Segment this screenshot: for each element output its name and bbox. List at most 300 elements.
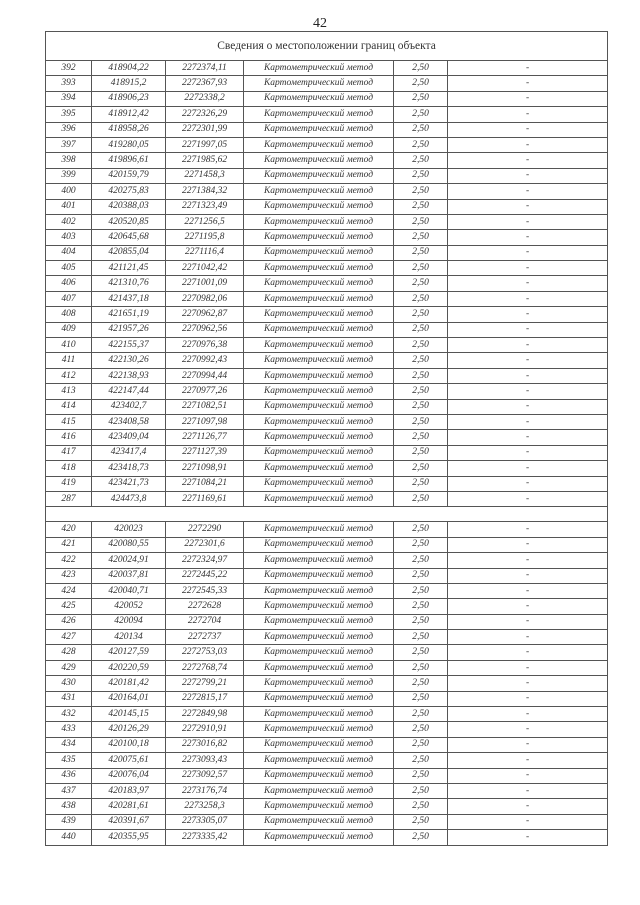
accuracy-cell: 2,50	[394, 614, 448, 629]
accuracy-cell: 2,50	[394, 461, 448, 476]
x-coordinate-cell: 421121,45	[92, 261, 166, 276]
method-cell: Картометрический метод	[244, 830, 394, 845]
accuracy-cell: 2,50	[394, 830, 448, 845]
x-coordinate-cell: 423417,4	[92, 445, 166, 460]
method-cell: Картометрический метод	[244, 291, 394, 306]
table-row	[46, 476, 608, 491]
y-coordinate-cell: 2271985,62	[166, 153, 244, 168]
accuracy-cell: 2,50	[394, 322, 448, 337]
method-cell: Картометрический метод	[244, 691, 394, 706]
point-number-cell: 418	[46, 461, 92, 476]
accuracy-cell: 2,50	[394, 122, 448, 137]
point-number-cell: 400	[46, 184, 92, 199]
method-cell: Картометрический метод	[244, 583, 394, 598]
y-coordinate-cell: 2272799,21	[166, 676, 244, 691]
description-cell: -	[448, 61, 608, 76]
point-number-cell: 419	[46, 476, 92, 491]
description-cell: -	[448, 245, 608, 260]
point-number-cell: 431	[46, 691, 92, 706]
accuracy-cell: 2,50	[394, 76, 448, 91]
y-coordinate-cell: 2271042,42	[166, 261, 244, 276]
description-cell: -	[448, 353, 608, 368]
x-coordinate-cell: 420355,95	[92, 830, 166, 845]
table-row	[46, 660, 608, 675]
point-number-cell: 430	[46, 676, 92, 691]
y-coordinate-cell: 2271195,8	[166, 230, 244, 245]
description-cell: -	[448, 753, 608, 768]
y-coordinate-cell: 2270977,26	[166, 384, 244, 399]
point-number-cell: 439	[46, 814, 92, 829]
table-title: Сведения о местоположении границ объекта	[46, 32, 608, 61]
accuracy-cell: 2,50	[394, 737, 448, 752]
accuracy-cell: 2,50	[394, 384, 448, 399]
accuracy-cell: 2,50	[394, 753, 448, 768]
y-coordinate-cell: 2271169,61	[166, 491, 244, 506]
method-cell: Картометрический метод	[244, 676, 394, 691]
accuracy-cell: 2,50	[394, 722, 448, 737]
description-cell: -	[448, 799, 608, 814]
accuracy-cell: 2,50	[394, 261, 448, 276]
point-number-cell: 440	[46, 830, 92, 845]
method-cell: Картометрический метод	[244, 107, 394, 122]
y-coordinate-cell: 2272301,99	[166, 122, 244, 137]
description-cell: -	[448, 783, 608, 798]
point-number-cell: 398	[46, 153, 92, 168]
table-row	[46, 737, 608, 752]
x-coordinate-cell: 418904,22	[92, 61, 166, 76]
method-cell: Картометрический метод	[244, 384, 394, 399]
y-coordinate-cell: 2273016,82	[166, 737, 244, 752]
point-number-cell: 413	[46, 384, 92, 399]
point-number-cell: 402	[46, 214, 92, 229]
table-row	[46, 107, 608, 122]
description-cell: -	[448, 522, 608, 537]
method-cell: Картометрический метод	[244, 168, 394, 183]
method-cell: Картометрический метод	[244, 353, 394, 368]
description-cell: -	[448, 722, 608, 737]
description-cell: -	[448, 476, 608, 491]
method-cell: Картометрический метод	[244, 461, 394, 476]
description-cell: -	[448, 291, 608, 306]
description-cell: -	[448, 276, 608, 291]
method-cell: Картометрический метод	[244, 476, 394, 491]
method-cell: Картометрический метод	[244, 261, 394, 276]
point-number-cell: 434	[46, 737, 92, 752]
point-number-cell: 429	[46, 660, 92, 675]
method-cell: Картометрический метод	[244, 153, 394, 168]
accuracy-cell: 2,50	[394, 645, 448, 660]
y-coordinate-cell: 2272290	[166, 522, 244, 537]
method-cell: Картометрический метод	[244, 753, 394, 768]
accuracy-cell: 2,50	[394, 107, 448, 122]
point-number-cell: 428	[46, 645, 92, 660]
table-row	[46, 676, 608, 691]
method-cell: Картометрический метод	[244, 399, 394, 414]
accuracy-cell: 2,50	[394, 199, 448, 214]
x-coordinate-cell: 422147,44	[92, 384, 166, 399]
table-row	[46, 691, 608, 706]
x-coordinate-cell: 420645,68	[92, 230, 166, 245]
method-cell: Картометрический метод	[244, 76, 394, 91]
point-number-cell: 404	[46, 245, 92, 260]
y-coordinate-cell: 2271997,05	[166, 137, 244, 152]
y-coordinate-cell: 2271001,09	[166, 276, 244, 291]
description-cell: -	[448, 445, 608, 460]
x-coordinate-cell: 422138,93	[92, 368, 166, 383]
description-cell: -	[448, 338, 608, 353]
method-cell: Картометрический метод	[244, 814, 394, 829]
method-cell: Картометрический метод	[244, 338, 394, 353]
table-row	[46, 276, 608, 291]
y-coordinate-cell: 2270976,38	[166, 338, 244, 353]
point-number-cell: 395	[46, 107, 92, 122]
table-row	[46, 338, 608, 353]
x-coordinate-cell: 421651,19	[92, 307, 166, 322]
description-cell: -	[448, 122, 608, 137]
x-coordinate-cell: 422155,37	[92, 338, 166, 353]
description-cell: -	[448, 737, 608, 752]
table-row	[46, 568, 608, 583]
y-coordinate-cell: 2270992,43	[166, 353, 244, 368]
x-coordinate-cell: 424473,8	[92, 491, 166, 506]
method-cell: Картометрический метод	[244, 137, 394, 152]
accuracy-cell: 2,50	[394, 245, 448, 260]
x-coordinate-cell: 423409,04	[92, 430, 166, 445]
accuracy-cell: 2,50	[394, 491, 448, 506]
point-number-cell: 401	[46, 199, 92, 214]
table-row	[46, 799, 608, 814]
method-cell: Картометрический метод	[244, 491, 394, 506]
method-cell: Картометрический метод	[244, 537, 394, 552]
x-coordinate-cell: 420126,29	[92, 722, 166, 737]
method-cell: Картометрический метод	[244, 307, 394, 322]
description-cell: -	[448, 91, 608, 106]
description-cell: -	[448, 76, 608, 91]
point-number-cell: 399	[46, 168, 92, 183]
description-cell: -	[448, 153, 608, 168]
y-coordinate-cell: 2272704	[166, 614, 244, 629]
point-number-cell: 414	[46, 399, 92, 414]
method-cell: Картометрический метод	[244, 630, 394, 645]
table-row	[46, 291, 608, 306]
point-number-cell: 422	[46, 553, 92, 568]
point-number-cell: 392	[46, 61, 92, 76]
table-row	[46, 753, 608, 768]
x-coordinate-cell: 420100,18	[92, 737, 166, 752]
method-cell: Картометрический метод	[244, 276, 394, 291]
y-coordinate-cell: 2272849,98	[166, 707, 244, 722]
x-coordinate-cell: 420164,01	[92, 691, 166, 706]
table-row	[46, 199, 608, 214]
method-cell: Картометрический метод	[244, 783, 394, 798]
accuracy-cell: 2,50	[394, 553, 448, 568]
description-cell: -	[448, 137, 608, 152]
table-row	[46, 461, 608, 476]
x-coordinate-cell: 421437,18	[92, 291, 166, 306]
x-coordinate-cell: 418958,26	[92, 122, 166, 137]
y-coordinate-cell: 2273258,3	[166, 799, 244, 814]
y-coordinate-cell: 2271127,39	[166, 445, 244, 460]
point-number-cell: 410	[46, 338, 92, 353]
y-coordinate-cell: 2272374,11	[166, 61, 244, 76]
method-cell: Картометрический метод	[244, 430, 394, 445]
point-number-cell: 411	[46, 353, 92, 368]
separator-cell	[46, 507, 608, 522]
y-coordinate-cell: 2271458,3	[166, 168, 244, 183]
y-coordinate-cell: 2271116,4	[166, 245, 244, 260]
method-cell: Картометрический метод	[244, 568, 394, 583]
description-cell: -	[448, 568, 608, 583]
description-cell: -	[448, 599, 608, 614]
table-row	[46, 230, 608, 245]
x-coordinate-cell: 418915,2	[92, 76, 166, 91]
x-coordinate-cell: 420075,61	[92, 753, 166, 768]
method-cell: Картометрический метод	[244, 414, 394, 429]
point-number-cell: 405	[46, 261, 92, 276]
accuracy-cell: 2,50	[394, 537, 448, 552]
method-cell: Картометрический метод	[244, 522, 394, 537]
description-cell: -	[448, 707, 608, 722]
description-cell: -	[448, 645, 608, 660]
accuracy-cell: 2,50	[394, 307, 448, 322]
point-number-cell: 415	[46, 414, 92, 429]
table-row	[46, 414, 608, 429]
point-number-cell: 423	[46, 568, 92, 583]
accuracy-cell: 2,50	[394, 768, 448, 783]
accuracy-cell: 2,50	[394, 660, 448, 675]
method-cell: Картометрический метод	[244, 599, 394, 614]
table-row	[46, 599, 608, 614]
accuracy-cell: 2,50	[394, 630, 448, 645]
point-number-cell: 409	[46, 322, 92, 337]
table-row	[46, 537, 608, 552]
x-coordinate-cell: 420080,55	[92, 537, 166, 552]
accuracy-cell: 2,50	[394, 230, 448, 245]
point-number-cell: 436	[46, 768, 92, 783]
point-number-cell: 407	[46, 291, 92, 306]
contour-separator-row	[46, 507, 608, 522]
y-coordinate-cell: 2270982,06	[166, 291, 244, 306]
method-cell: Картометрический метод	[244, 61, 394, 76]
point-number-cell: 417	[46, 445, 92, 460]
description-cell: -	[448, 830, 608, 845]
x-coordinate-cell: 420520,85	[92, 214, 166, 229]
point-number-cell: 437	[46, 783, 92, 798]
description-cell: -	[448, 307, 608, 322]
accuracy-cell: 2,50	[394, 522, 448, 537]
accuracy-cell: 2,50	[394, 430, 448, 445]
description-cell: -	[448, 184, 608, 199]
method-cell: Картометрический метод	[244, 722, 394, 737]
method-cell: Картометрический метод	[244, 614, 394, 629]
y-coordinate-cell: 2270994,44	[166, 368, 244, 383]
method-cell: Картометрический метод	[244, 91, 394, 106]
table-row	[46, 553, 608, 568]
accuracy-cell: 2,50	[394, 137, 448, 152]
x-coordinate-cell: 420094	[92, 614, 166, 629]
accuracy-cell: 2,50	[394, 184, 448, 199]
x-coordinate-cell: 420159,79	[92, 168, 166, 183]
accuracy-cell: 2,50	[394, 338, 448, 353]
x-coordinate-cell: 420040,71	[92, 583, 166, 598]
accuracy-cell: 2,50	[394, 583, 448, 598]
x-coordinate-cell: 423418,73	[92, 461, 166, 476]
accuracy-cell: 2,50	[394, 91, 448, 106]
table-row	[46, 168, 608, 183]
description-cell: -	[448, 322, 608, 337]
table-row	[46, 353, 608, 368]
y-coordinate-cell: 2273335,42	[166, 830, 244, 845]
y-coordinate-cell: 2273092,57	[166, 768, 244, 783]
table-row	[46, 184, 608, 199]
table-row	[46, 368, 608, 383]
table-row	[46, 522, 608, 537]
table-row	[46, 645, 608, 660]
accuracy-cell: 2,50	[394, 445, 448, 460]
description-cell: -	[448, 768, 608, 783]
table-row	[46, 614, 608, 629]
point-number-cell: 420	[46, 522, 92, 537]
y-coordinate-cell: 2272768,74	[166, 660, 244, 675]
point-number-cell: 412	[46, 368, 92, 383]
y-coordinate-cell: 2272338,2	[166, 91, 244, 106]
point-number-cell: 426	[46, 614, 92, 629]
description-cell: -	[448, 368, 608, 383]
accuracy-cell: 2,50	[394, 291, 448, 306]
description-cell: -	[448, 168, 608, 183]
description-cell: -	[448, 461, 608, 476]
accuracy-cell: 2,50	[394, 61, 448, 76]
point-number-cell: 421	[46, 537, 92, 552]
description-cell: -	[448, 199, 608, 214]
description-cell: -	[448, 214, 608, 229]
description-cell: -	[448, 553, 608, 568]
y-coordinate-cell: 2272445,22	[166, 568, 244, 583]
x-coordinate-cell: 420391,67	[92, 814, 166, 829]
point-number-cell: 394	[46, 91, 92, 106]
table-row	[46, 768, 608, 783]
accuracy-cell: 2,50	[394, 153, 448, 168]
description-cell: -	[448, 414, 608, 429]
y-coordinate-cell: 2271323,49	[166, 199, 244, 214]
accuracy-cell: 2,50	[394, 414, 448, 429]
method-cell: Картометрический метод	[244, 768, 394, 783]
x-coordinate-cell: 420024,91	[92, 553, 166, 568]
method-cell: Картометрический метод	[244, 322, 394, 337]
table-row	[46, 814, 608, 829]
boundary-coordinates-table	[45, 31, 608, 846]
description-cell: -	[448, 814, 608, 829]
description-cell: -	[448, 107, 608, 122]
y-coordinate-cell: 2272628	[166, 599, 244, 614]
x-coordinate-cell: 420023	[92, 522, 166, 537]
method-cell: Картометрический метод	[244, 660, 394, 675]
y-coordinate-cell: 2272301,6	[166, 537, 244, 552]
accuracy-cell: 2,50	[394, 168, 448, 183]
x-coordinate-cell: 420145,15	[92, 707, 166, 722]
table-row	[46, 76, 608, 91]
method-cell: Картометрический метод	[244, 184, 394, 199]
method-cell: Картометрический метод	[244, 445, 394, 460]
method-cell: Картометрический метод	[244, 737, 394, 752]
page-number: 42	[313, 16, 327, 31]
table-row	[46, 630, 608, 645]
table-row	[46, 783, 608, 798]
point-number-cell: 433	[46, 722, 92, 737]
description-cell: -	[448, 261, 608, 276]
table-row	[46, 707, 608, 722]
point-number-cell: 427	[46, 630, 92, 645]
x-coordinate-cell: 421957,26	[92, 322, 166, 337]
table-row	[46, 307, 608, 322]
method-cell: Картометрический метод	[244, 122, 394, 137]
accuracy-cell: 2,50	[394, 814, 448, 829]
method-cell: Картометрический метод	[244, 214, 394, 229]
table-row	[46, 384, 608, 399]
y-coordinate-cell: 2270962,56	[166, 322, 244, 337]
accuracy-cell: 2,50	[394, 676, 448, 691]
description-cell: -	[448, 630, 608, 645]
x-coordinate-cell: 418912,42	[92, 107, 166, 122]
description-cell: -	[448, 491, 608, 506]
y-coordinate-cell: 2270962,87	[166, 307, 244, 322]
x-coordinate-cell: 420134	[92, 630, 166, 645]
method-cell: Картометрический метод	[244, 230, 394, 245]
description-cell: -	[448, 691, 608, 706]
point-number-cell: 397	[46, 137, 92, 152]
y-coordinate-cell: 2271097,98	[166, 414, 244, 429]
accuracy-cell: 2,50	[394, 276, 448, 291]
method-cell: Картометрический метод	[244, 199, 394, 214]
y-coordinate-cell: 2271084,21	[166, 476, 244, 491]
y-coordinate-cell: 2271256,5	[166, 214, 244, 229]
method-cell: Картометрический метод	[244, 799, 394, 814]
x-coordinate-cell: 420183,97	[92, 783, 166, 798]
method-cell: Картометрический метод	[244, 553, 394, 568]
y-coordinate-cell: 2272324,97	[166, 553, 244, 568]
x-coordinate-cell: 423402,7	[92, 399, 166, 414]
table-title-row	[46, 32, 608, 61]
table-row	[46, 430, 608, 445]
method-cell: Картометрический метод	[244, 368, 394, 383]
table-row	[46, 214, 608, 229]
x-coordinate-cell: 420037,81	[92, 568, 166, 583]
accuracy-cell: 2,50	[394, 368, 448, 383]
table-row	[46, 491, 608, 506]
point-number-cell: 416	[46, 430, 92, 445]
table-row	[46, 399, 608, 414]
table-row	[46, 137, 608, 152]
x-coordinate-cell: 423408,58	[92, 414, 166, 429]
method-cell: Картометрический метод	[244, 245, 394, 260]
table-row	[46, 153, 608, 168]
description-cell: -	[448, 399, 608, 414]
description-cell: -	[448, 583, 608, 598]
method-cell: Картометрический метод	[244, 645, 394, 660]
x-coordinate-cell: 420855,04	[92, 245, 166, 260]
x-coordinate-cell: 418906,23	[92, 91, 166, 106]
y-coordinate-cell: 2272737	[166, 630, 244, 645]
x-coordinate-cell: 420220,59	[92, 660, 166, 675]
x-coordinate-cell: 421310,76	[92, 276, 166, 291]
point-number-cell: 438	[46, 799, 92, 814]
y-coordinate-cell: 2272910,91	[166, 722, 244, 737]
point-number-cell: 432	[46, 707, 92, 722]
x-coordinate-cell: 420052	[92, 599, 166, 614]
accuracy-cell: 2,50	[394, 353, 448, 368]
y-coordinate-cell: 2271082,51	[166, 399, 244, 414]
table-row	[46, 122, 608, 137]
